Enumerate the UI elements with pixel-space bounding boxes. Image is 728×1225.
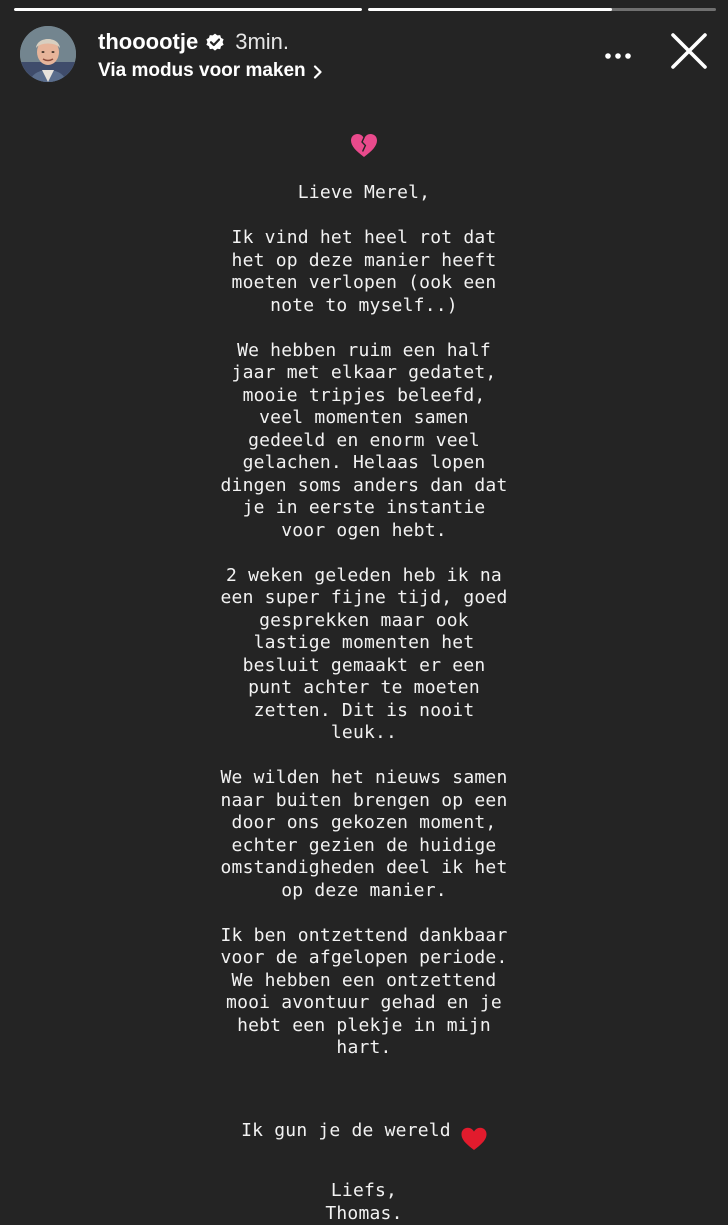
closing xyxy=(40,1180,688,1225)
creation-mode-link[interactable] xyxy=(98,58,323,84)
closing-text: Liefs, xyxy=(330,1180,398,1201)
broken-heart-icon xyxy=(40,132,688,166)
chevron-right-icon xyxy=(313,64,323,78)
story-text-card xyxy=(40,132,688,1225)
paragraph: 2 weken geleden heb ik na een super fijne tijd, goed gesprekken maar ook lastige momenten het besluit gemaakt er een punt achter te moeten zetten. Dit is nooit leuk.. xyxy=(220,564,508,743)
story-progress-fill xyxy=(14,8,362,11)
greeting: Lieve Merel, xyxy=(297,182,431,203)
paragraph: We hebben ruim een half jaar met elkaar gedatet, mooie tripjes beleefd, veel momenten samen gedeeld en enorm veel gelachen. Helaas lopen dingen soms anders dan dat je in eerste instantie voor ogen hebt. xyxy=(220,339,508,541)
red-heart-icon xyxy=(461,1105,487,1158)
more-options-button[interactable] xyxy=(600,36,636,72)
story-progress-segment xyxy=(368,8,716,11)
wish-line xyxy=(40,1082,688,1158)
paragraph: Ik ben ontzettend dankbaar voor de afgelopen periode. We hebben een ontzettend mooi avontuur gehad en je hebt een plekje in mijn hart. xyxy=(220,924,508,1058)
signature: Thomas. xyxy=(325,1202,403,1224)
verified-badge-icon xyxy=(205,32,225,52)
close-button[interactable] xyxy=(664,28,714,78)
story-progress-segment xyxy=(14,8,362,11)
story-progress-fill xyxy=(368,8,612,11)
avatar[interactable] xyxy=(20,26,76,82)
creation-mode-label: Via modus voor maken xyxy=(98,60,306,81)
username[interactable]: thooootje xyxy=(98,29,199,54)
user-line xyxy=(98,27,323,57)
close-icon xyxy=(670,32,708,74)
wish-text: Ik gun je de wereld xyxy=(241,1119,451,1141)
paragraph: Ik vind het heel rot dat het op deze manier heeft moeten verlopen (ook een note to myself..) xyxy=(231,227,497,316)
user-info xyxy=(98,27,323,84)
more-dots-icon xyxy=(604,45,632,64)
story-progress-bar xyxy=(14,8,716,11)
paragraph: We wilden het nieuws samen naar buiten brengen op een door ons gekozen moment, echter gezien de huidige omstandigheden deel ik het op deze manier. xyxy=(220,767,508,901)
story-header xyxy=(20,24,714,84)
post-time: 3min. xyxy=(235,29,289,54)
